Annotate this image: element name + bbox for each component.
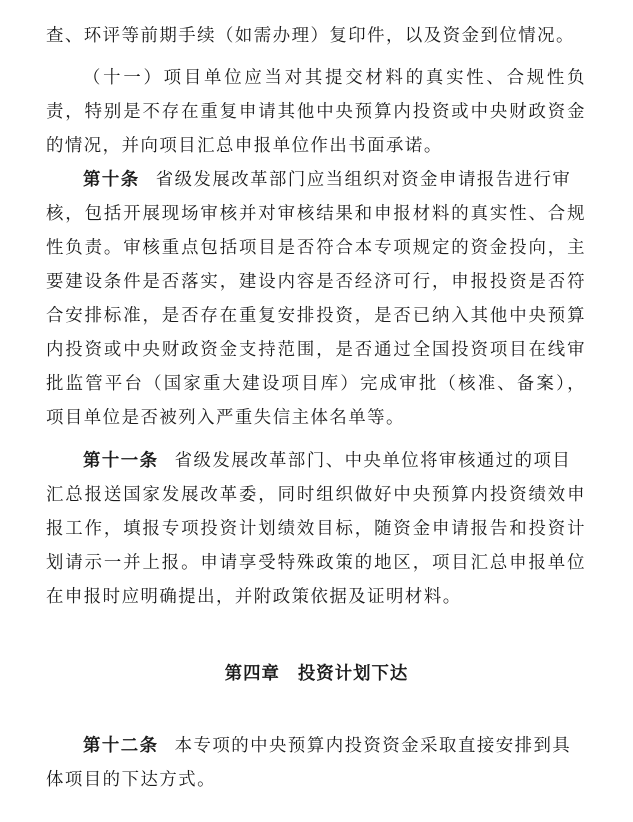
paragraph-line: 报工作，填报专项投资计划绩效目标，随资金申请报告和投资计 (46, 519, 586, 539)
chapter-title: 投资计划下达 (297, 664, 409, 684)
paragraph-line: 在申报时应明确提出，并附政策依据及证明材料。 (46, 587, 462, 607)
chapter-heading (0, 661, 633, 687)
paragraph-text: 省级发展改革部门、中央单位将审核通过的项目 (174, 451, 572, 471)
paragraph-line: 核，包括开展现场审核并对审核结果和申报材料的真实性、合规 (46, 204, 586, 224)
paragraph-line: 内投资或中央财政资金支持范围，是否通过全国投资项目在线审 (46, 340, 586, 360)
article-heading: 第十二条 (83, 736, 159, 756)
chapter-number: 第四章 (224, 664, 280, 684)
paragraph-line: 体项目的下达方式。 (46, 770, 217, 790)
article-heading: 第十条 (83, 170, 140, 190)
paragraph-line: 批监管平台（国家重大建设项目库）完成审批（核准、备案）， (46, 374, 586, 394)
article-11-first-line (83, 448, 586, 474)
paragraph-line: （十一）项目单位应当对其提交材料的真实性、合规性负 (83, 68, 586, 88)
article-heading: 第十一条 (83, 451, 159, 471)
paragraph-line: 性负责。审核重点包括项目是否符合本专项规定的资金投向，主 (46, 238, 586, 258)
paragraph-line: 汇总报送国家发展改革委，同时组织做好中央预算内投资绩效申 (46, 485, 586, 505)
article-10-first-line (83, 167, 586, 193)
paragraph-line: 划请示一并上报。申请享受特殊政策的地区，项目汇总申报单位 (46, 553, 586, 573)
paragraph-line: 项目单位是否被列入严重失信主体名单等。 (46, 408, 405, 428)
paragraph-text: 本专项的中央预算内投资资金采取直接安排到具 (174, 736, 572, 756)
paragraph-line: 查、环评等前期手续（如需办理）复印件，以及资金到位情况。 (46, 26, 575, 46)
article-12-first-line (83, 733, 586, 759)
paragraph-line: 要建设条件是否落实，建设内容是否经济可行，申报投资是否符 (46, 272, 586, 292)
paragraph-line: 责，特别是不存在重复申请其他中央预算内投资或中央财政资金 (46, 102, 586, 122)
paragraph-line: 合安排标准，是否存在重复安排投资，是否已纳入其他中央预算 (46, 306, 586, 326)
paragraph-line: 的情况，并向项目汇总申报单位作出书面承诺。 (46, 136, 443, 156)
paragraph-text: 省级发展改革部门应当组织对资金申请报告进行审 (155, 170, 572, 190)
